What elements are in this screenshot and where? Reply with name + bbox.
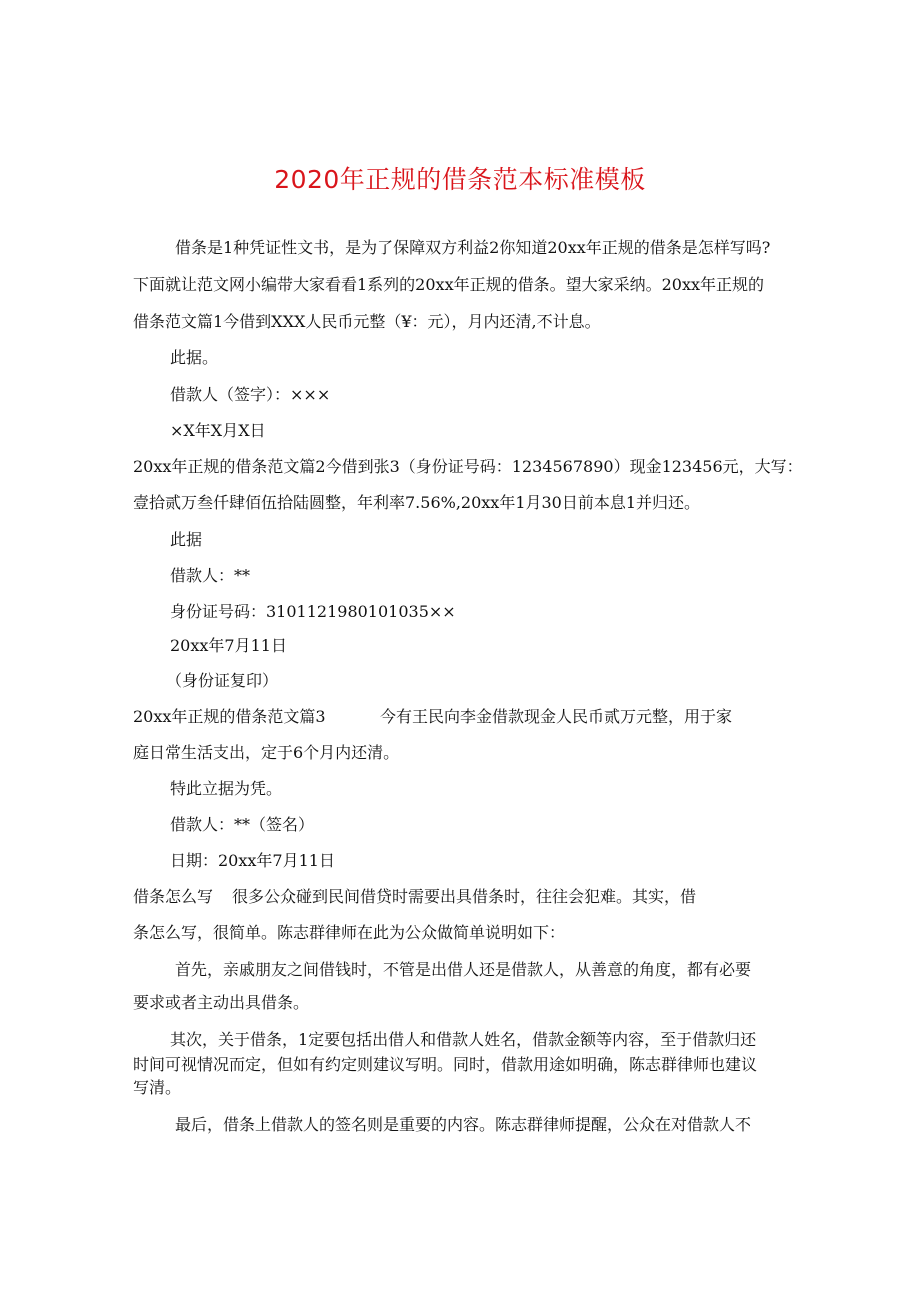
body-line: 条怎么写，很简单。陈志群律师在此为公众做简单说明如下：	[133, 923, 566, 942]
section-heading: 20xx年正规的借条范文篇3	[133, 707, 326, 726]
body-line: 时间可视情况而定，但如有约定则建议写明。同时，借款用途如明确，陈志群律师也建议	[133, 1055, 758, 1074]
body-line: 此据	[170, 530, 203, 549]
body-line: 庭日常生活支出，定于6个月内还清。	[133, 743, 400, 762]
body-line: 很多公众碰到民间借贷时需要出具借条时，往往会犯难。其实，借	[232, 887, 697, 906]
body-line: （身份证复印）	[166, 671, 279, 690]
body-line: 特此立据为凭。	[170, 779, 283, 798]
body-line: 壹拾贰万叁仟肆佰伍拾陆圆整，年利率7.56%,20xx年1月30日前本息1并归还。	[133, 493, 701, 512]
body-line: 要求或者主动出具借条。	[133, 993, 310, 1012]
body-line: 借款人：**	[170, 566, 251, 585]
body-line: 身份证号码：3101121980101035××	[170, 602, 456, 621]
body-line: 借款人（签字）：×××	[170, 385, 331, 404]
section-heading: 借条怎么写	[133, 887, 214, 906]
body-line: 此据。	[170, 348, 219, 367]
body-line: ×X年X月X日	[170, 421, 266, 440]
body-line: 借条范文篇1今借到XXX人民币元整（¥：元），月内还清,不计息。	[133, 312, 601, 331]
body-line: 首先，亲戚朋友之间借钱时，不管是出借人还是借款人，从善意的角度，都有必要	[175, 960, 752, 979]
body-line: 借款人：**（签名）	[170, 815, 315, 834]
body-line: 其次，关于借条，1定要包括出借人和借款人姓名，借款金额等内容，至于借款归还	[170, 1030, 757, 1049]
body-line: 最后，借条上借款人的签名则是重要的内容。陈志群律师提醒，公众在对借款人不	[175, 1115, 752, 1134]
body-line: 20xx年正规的借条范文篇2今借到张3（身份证号码：1234567890）现金123456元，大写：	[133, 457, 803, 476]
body-line: 下面就让范文网小编带大家看看1系列的20xx年正规的借条。望大家采纳。20xx年正规的	[133, 275, 764, 294]
body-line: 日期：20xx年7月11日	[170, 851, 335, 870]
document-title: 2020年正规的借条范本标准模板	[274, 165, 646, 194]
body-line: 写清。	[133, 1078, 182, 1097]
body-line: 20xx年7月11日	[170, 636, 287, 655]
body-line: 借条是1种凭证性文书，是为了保障双方利益2你知道20xx年正规的借条是怎样写吗?	[175, 238, 771, 257]
body-line: 今有王民向李金借款现金人民币贰万元整，用于家	[380, 707, 733, 726]
